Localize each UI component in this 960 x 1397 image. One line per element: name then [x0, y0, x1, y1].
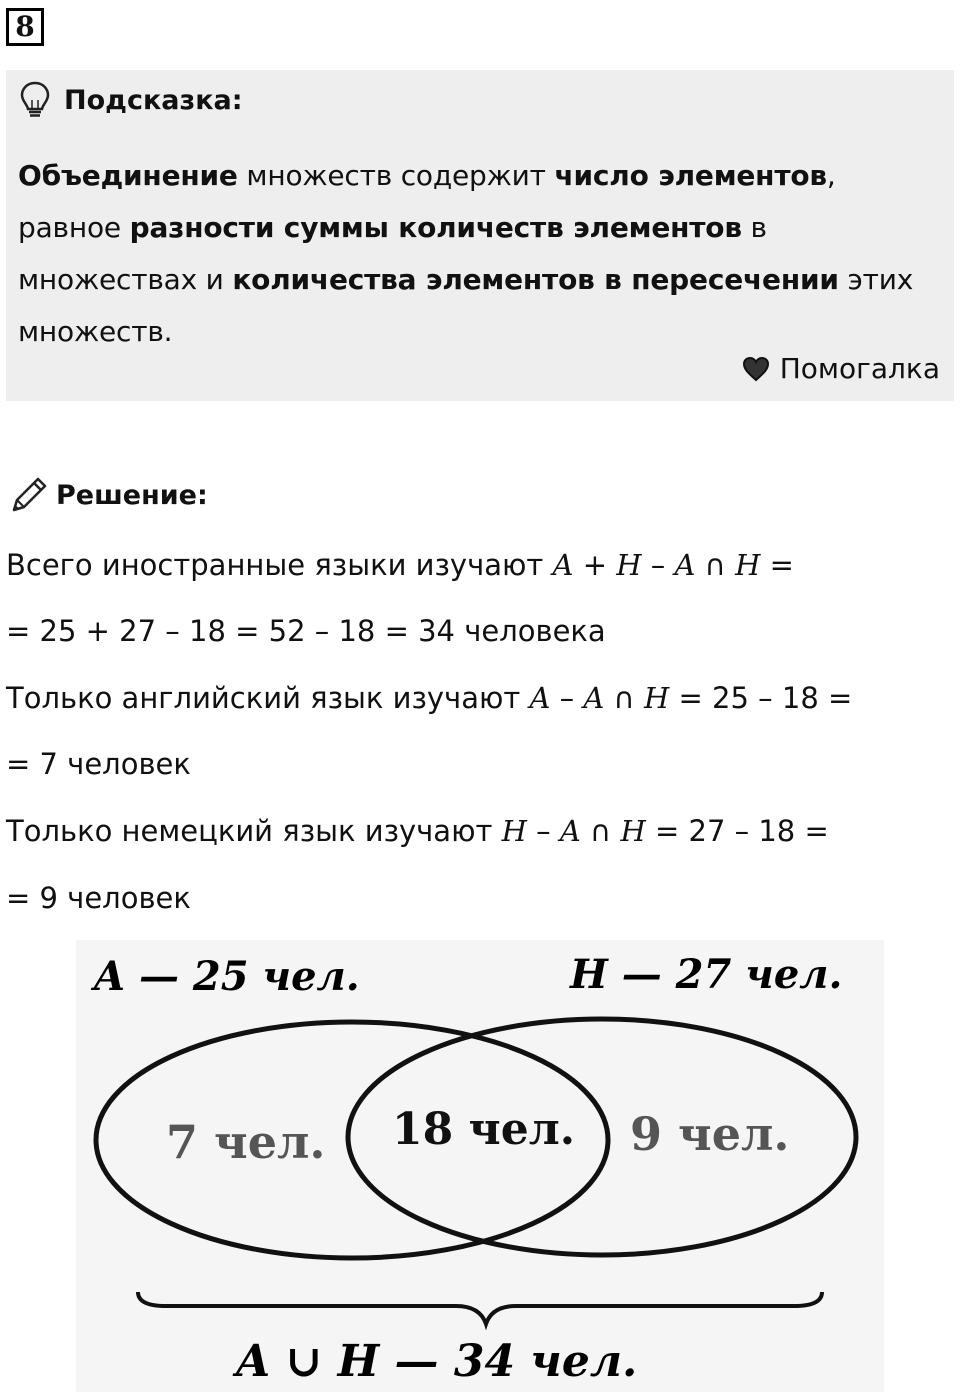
formula-variable: A [559, 814, 581, 848]
venn-diagram [76, 940, 884, 1392]
solution-text: = 9 человек [6, 881, 191, 915]
solution-text: ∩ [580, 814, 621, 848]
solution-line [6, 543, 794, 587]
solution-line [6, 676, 852, 720]
solution-text: – [550, 681, 584, 715]
only-h-count: 9 чел. [630, 1107, 790, 1161]
formula-variable: A [529, 681, 551, 715]
solution-text: = [760, 548, 794, 582]
solution-text: – [526, 814, 560, 848]
hint-line [18, 254, 938, 306]
solution-text: ∩ [604, 681, 645, 715]
solution-header [8, 473, 208, 517]
hint-bold-text: количества элементов в пересечении [232, 263, 839, 296]
formula-variable: H [735, 548, 761, 582]
hint-line [18, 202, 938, 254]
formula-variable: H [620, 814, 646, 848]
union-brace [138, 1292, 822, 1324]
hint-bold-text: число элементов [554, 159, 827, 192]
solution-text: + [573, 548, 617, 582]
hint-box [6, 70, 954, 401]
formula-variable: H [501, 814, 527, 848]
hint-header [18, 80, 243, 120]
hint-bold-text: разности суммы количеств элементов [129, 211, 742, 244]
hint-text-run: множеств содержит [237, 159, 555, 192]
solution-line [6, 742, 191, 786]
formula-variable: A [583, 681, 605, 715]
formula-variable: A [552, 548, 574, 582]
hint-text-run: множествах и [18, 263, 233, 296]
solution-line [6, 876, 191, 920]
hint-line [18, 306, 938, 358]
brand-name: Помогалка [779, 352, 940, 385]
task-number: 8 [6, 8, 44, 46]
hint-title: Подсказка: [64, 84, 243, 116]
solution-line [6, 809, 829, 853]
solution-text: ∩ [695, 548, 736, 582]
solution-text: = 25 – 18 = [669, 681, 853, 715]
lightbulb-icon [18, 80, 52, 120]
hint-text-run: , [826, 159, 836, 192]
set-a-label: A — 25 чел. [94, 953, 360, 1000]
hint-text-run: в [741, 211, 767, 244]
pencil-icon [8, 474, 50, 516]
heart-icon [742, 356, 770, 382]
solution-text: Всего иностранные языки изучают [6, 548, 553, 582]
hint-text [18, 150, 938, 358]
solution-text: Только немецкий язык изучают [6, 814, 502, 848]
hint-text-run: этих [838, 263, 914, 296]
solution-text: – [641, 548, 675, 582]
hint-text-run: множеств. [18, 315, 173, 348]
formula-variable: A [674, 548, 696, 582]
formula-variable: H [616, 548, 642, 582]
hint-text-run: равное [18, 211, 130, 244]
solution-text: = 27 – 18 = [645, 814, 829, 848]
set-h-label: H — 27 чел. [570, 951, 843, 998]
intersection-count: 18 чел. [392, 1104, 576, 1155]
hint-bold-text: Объединение [18, 159, 238, 192]
solution-title: Решение: [56, 479, 208, 511]
hint-line [18, 150, 938, 202]
solution-text: = 25 + 27 – 18 = 52 – 18 = 34 человека [6, 614, 606, 648]
brand [742, 352, 940, 385]
solution-line [6, 609, 606, 653]
formula-variable: H [644, 681, 670, 715]
union-label: A ∪ H — 34 чел. [236, 1336, 638, 1387]
solution-text: = 7 человек [6, 747, 191, 781]
solution-text: Только английский язык изучают [6, 681, 530, 715]
only-a-count: 7 чел. [166, 1115, 326, 1169]
